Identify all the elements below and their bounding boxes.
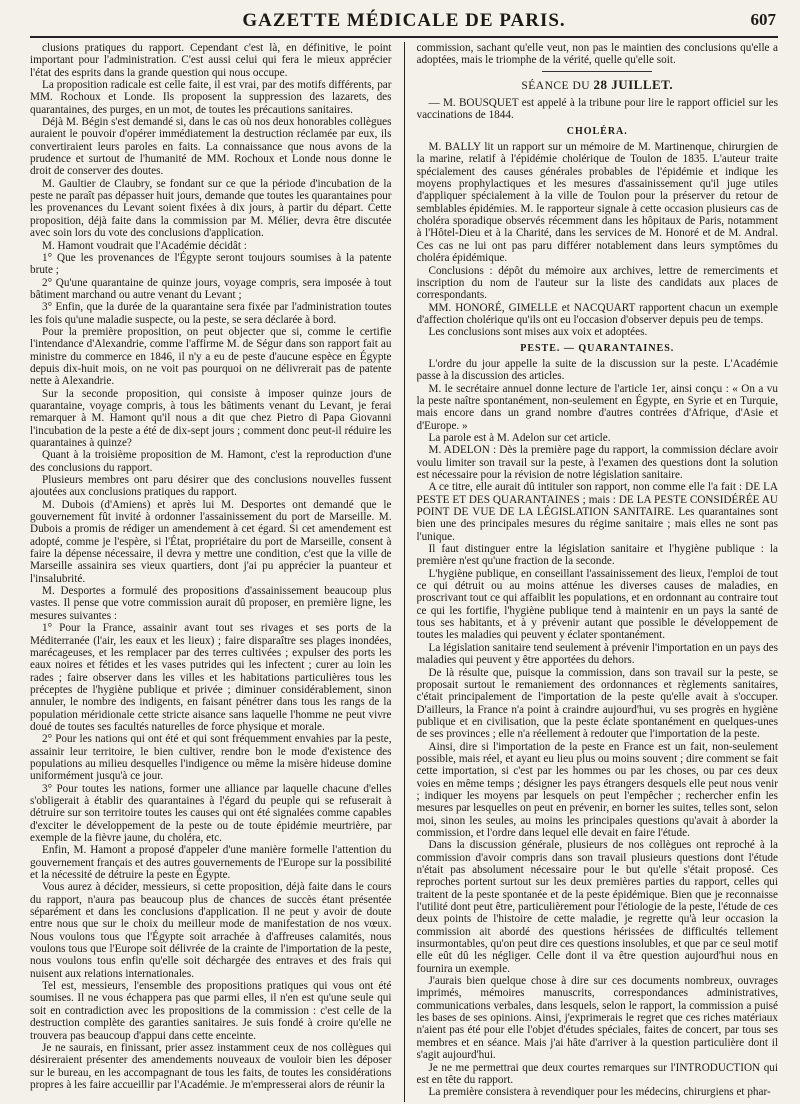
- paragraph: Pour la première proposition, on peut objecter que si, comme le certifie l'intendance d'Alexandrie, comme l'affirme M. de Ségur dans son rapport fait au ministre du commerce en 1846, il n'y a eu de peste d'aucune espèce en Égypte depuis dix-huit mois, on ne voit pas pourquoi on ne délivrerait pas de patente nette à Alexandrie.: [30, 325, 392, 388]
- left-column: [30, 42, 392, 1102]
- paragraph: A ce titre, elle aurait dû intituler son rapport, non comme elle l'a fait : DE LA PESTE ET DES QUARANTAINES ; mais : DE LA PESTE CONSIDÉRÉE AU POINT DE VUE DE LA LÉGISLATION SANITAIRE. Les quarantaines sont bien une des principales mesures du régime sanitaire ; mais elles ne sont pas l'unique.: [416, 481, 778, 543]
- paragraph: 2° Pour les nations qui ont été et qui sont fréquemment envahies par la peste, assainir leur territoire, le bien cultiver, rendre bon le mode d'existence des populations au milieu desquelles l'indigence ou même la misère hideuse domine uniformément jusqu'à ce jour.: [30, 733, 392, 783]
- paragraph: De là résulte que, puisque la commission, dans son travail sur la peste, se proposait surtout le remaniement des ordonnances et règlements sanitaires, c'était principalement de l'importation de la peste qu'elle avait à s'occuper. D'ailleurs, la France n'a point à craindre aujourd'hui, vu ses progrès en hygiène publique et en civilisation, que la peste éclate spontanément en quelques-unes de ses provinces ; elle n'a réellement à redouter que l'importation de la peste.: [416, 666, 778, 741]
- seance-prefix: SÉANCE DU: [521, 79, 591, 92]
- paragraph: Ainsi, dire si l'importation de la peste en France est un fait, non-seulement possible, mais réel, et ayant eu lieu plus ou moins souvent ; dire comment se fait cette importation, si c'est par les hommes ou par les choses, ou par ces deux voies en même temps ; désigner les pays étrangers desquels elle peut nous venir ; indiquer les moyens par lesquels on peut l'empêcher ; rechercher enfin les mesures par lesquelles on peut en prévenir, en borner les suites, telles sont, selon moi, sinon les seules, au moins les principales questions qu'avait à aborder la commission, et l'ordre dans lequel elle devait en faire l'étude.: [416, 740, 778, 839]
- paragraph: Quant à la troisième proposition de M. Hamont, c'est la reproduction d'une des conclusions du rapport.: [30, 449, 392, 474]
- paragraph: MM. HONORÉ, GIMELLE et NACQUART rapportent chacun un exemple d'affection cholérique qu'ils ont eu l'occasion d'observer depuis peu de temps.: [416, 301, 778, 326]
- paragraph: M. ADELON : Dès la première page du rapport, la commission déclare avoir voulu limiter son travail sur la peste, à l'examen des questions dont la solution est nécessaire pour la révision de notre législation sanitaire.: [416, 444, 778, 481]
- masthead: [30, 8, 778, 38]
- paragraph: Je ne saurais, en finissant, prier assez instamment ceux de nos collègues qui désireraient présenter des amendements nouveaux de vouloir bien les déposer sur le bureau, en les accompagnant de tous les faits, de toutes les considérations propres à les faire accueillir par l'Académie. Je m'empresserai alors de réunir la: [30, 1041, 392, 1091]
- paragraph: M. Dubois (d'Amiens) et après lui M. Desportes ont demandé que le gouvernement fût invité à ordonner l'assainissement du port de Marseille. M. Dubois a promis de rédiger un amendement à cet égard. Si cet amendement est adopté, comme je l'espère, si l'État, propriétaire du port de Marseille, consent à faire la dépense nécessaire, il devra y mettre une condition, c'est que la ville de Marseille assainira ses vieux quartiers, dont j'ai pu apprécier la puanteur et l'insalubrité.: [30, 498, 392, 585]
- paragraph: Je ne me permettrai que deux courtes remarques sur l'INTRODUCTION qui est en tête du rapport.: [416, 1061, 778, 1086]
- bousquet-paragraph: — M. BOUSQUET est appelé à la tribune pour lire le rapport officiel sur les vaccinations de 1844.: [416, 97, 778, 122]
- paragraph: M. le secrétaire annuel donne lecture de l'article 1er, ainsi conçu : « On a vu la peste naître spontanément, non-seulement en Égypte, en Syrie et en Turquie, mais encore dans un grand nombre d'autres contrées d'Afrique, d'Asie et d'Europe. »: [416, 382, 778, 432]
- paragraph: M. Hamont voudrait que l'Académie décidât :: [42, 239, 247, 252]
- paragraph: clusions pratiques du rapport. Cependant c'est là, en définitive, le point important pour l'administration. C'est aussi celui qui fera le mieux apprécier l'état des esprits dans la grande question qui nous occupe.: [30, 42, 392, 79]
- paragraph: Sur la seconde proposition, qui consiste à imposer quinze jours de quarantaine, voyage compris, à tous les bâtiments venant du Levant, je ferai remarquer à M. Hamont qu'il nous a dit que chez Pietro di Papa Giovanni l'incubation de la peste a été de dix-sept jours ; comment donc peut-il réduire les quarantaines à quinze?: [30, 387, 392, 449]
- paragraph: 1° Pour la France, assainir avant tout ses rivages et ses ports de la Méditerranée (l'air, les eaux et les lieux) ; faire disparaître ses plages inondées, marécageuses, et les remplacer par des terres cultivées ; expulser des ports les eaux noires et fétides et les vases putrides qui les infectent ; curer au loin les rades ; faire observer dans les villes et les habitations particulières tous les préceptes de l'hygiène publique et privée ; diminuer considérablement, sinon annuler, le nombre des indigents, en faisant pénétrer dans tous les rangs de la population méridionale cette stricte aisance sans laquelle l'homme ne peut vivre doué de toutes ses facultés naturelles de force physique et morale.: [30, 622, 392, 733]
- paragraph: M. BALLY lit un rapport sur un mémoire de M. Martinenque, chirurgien de la marine, relatif à l'épidémie cholérique de Toulon de 1835. L'auteur traite spécialement des causes générales probables de l'épidémie et indique les moyens prophylactiques et les mesures d'assainissement qu'il juge utiles d'appliquer spécialement à la ville de Toulon pour la préserver du retour de semblables épidémies. M. le rapporteur signale à cette occasion plusieurs cas de choléra sporadique observés récemment dans les hôpitaux de Paris, notamment à l'Hôtel-Dieu et à la Charité, dans les services de M. Honoré et de M. Andral. Ces cas ne lui ont pas paru différer notablement dans leurs symptômes du choléra épidémique.: [416, 141, 778, 265]
- paragraph: 3° Enfin, que la durée de la quarantaine sera fixée par l'administration toutes les fois qu'une maladie suspecte, ou la peste, se sera déclarée à bord.: [30, 301, 392, 326]
- separator-rule: [542, 71, 652, 72]
- paragraph: Conclusions : dépôt du mémoire aux archives, lettre de remerciments et inscription du nom de l'auteur sur la liste des candidats aux places de correspondants.: [416, 264, 778, 302]
- paragraph: Plusieurs membres ont paru désirer que des conclusions nouvelles fussent ajoutées aux conclusions pratiques du rapport.: [30, 474, 392, 499]
- journal-title: GAZETTE MÉDICALE DE PARIS.: [242, 10, 566, 31]
- paragraph: Déjà M. Bégin s'est demandé si, dans le cas où nos deux honorables collègues auraient le pouvoir d'opérer immédiatement la destruction réclamée par eux, ils convertiraient leurs paroles en faits. La connaissance que nous avons de la prudence et surtout de l'humanité de MM. Rochoux et Londe nous donne le droit de conserver des doutes.: [30, 116, 392, 178]
- paragraph: La proposition radicale est celle faite, il est vrai, par des motifs différents, par MM. Rochoux et Londe. Ils proposent la suppression des lazarets, des quarantaines, des purges, en un mot, de toutes les précautions sanitaires.: [30, 79, 392, 116]
- cholera-section: [417, 141, 779, 339]
- paragraph: Vous aurez à décider, messieurs, si cette proposition, déjà faite dans le cours du rapport, n'aura pas beaucoup plus de chances de succès étant présentée séparément et dans les conclusions d'application. Il ne peut y avoir de doute entre nous que sur le choix du meilleur mode de manifestation de nos vœux. Nous voulons tous que l'Égypte soit arrachée à d'affreuses calamités, nous voulons tous que l'Europe soit délivrée de la crainte de l'importation de la peste, nous voulons tous enfin qu'elle soit déchargée des entraves et des frais qui nuisent aux relations internationales.: [30, 881, 392, 980]
- paragraph: Tel est, messieurs, l'ensemble des propositions pratiques qui vous ont été soumises. Il ne vous échappera pas que parmi elles, il n'en est qu'une seule qui soit en contradiction avec les propositions de la commission : c'est celle de la destruction complète des garanties sanitaires. Je suis fondé à croire qu'elle ne trouvera pas beaucoup d'appui dans cette enceinte.: [30, 980, 392, 1042]
- paragraph: 1° Que les provenances de l'Égypte seront toujours soumises à la patente brute ;: [30, 251, 392, 277]
- peste-section: [417, 358, 779, 1099]
- continuation-paragraph: commission, sachant qu'elle veut, non pas le maintien des conclusions qu'elle a adoptées, mais le triomphe de la vérité, quelle qu'elle soit.: [416, 42, 778, 67]
- paragraph: J'aurais bien quelque chose à dire sur ces documents nombreux, ouvrages imprimés, mémoires manuscrits, correspondances administratives, communications verbales, dans lesquels, selon le rapport, la commission a puisé les bases de ses opinions. Ainsi, j'exprimerais le regret que ces riches matériaux n'aient pas été pour elle l'objet d'études spéciales, faites de concert, par tous ses membres et en séance. Mais j'ai hâte d'arriver à la question particulière dont il s'agit aujourd'hui.: [416, 975, 778, 1062]
- paragraph: Enfin, M. Hamont a proposé d'appeler d'une manière formelle l'attention du gouvernement français et des autres gouvernements de l'Europe sur la possibilité et la nécessité de détruire la peste en Égypte.: [30, 844, 392, 882]
- paragraph: 3° Pour toutes les nations, former une alliance par laquelle chacune d'elles s'obligerait à établir des quarantaines à l'égard du peuple qui se refuserait à détruire sur son territoire toutes les causes qui ont été signalées comme capables d'exciter le développement de la peste ou de toute épidémie meurtrière, par exemple de la fièvre jaune, du choléra, etc.: [30, 782, 392, 844]
- right-column: [417, 42, 779, 1102]
- paragraph: La première consistera à revendiquer pour les médecins, chirurgiens et phar-: [428, 1086, 771, 1099]
- paragraph: La législation sanitaire tend seulement à prévenir l'importation en un pays des maladies qui peuvent y être apportées du dehors.: [416, 641, 778, 667]
- paragraph: 2° Qu'une quarantaine de quinze jours, voyage compris, sera imposée à tout bâtiment marchand ou autre venant du Levant ;: [30, 276, 392, 301]
- paragraph: La parole est à M. Adelon sur cet article.: [428, 431, 611, 444]
- paragraph: M. Desportes a formulé des propositions d'assainissement beaucoup plus vastes. Il pense que votre commission aurait dû proposer, en première ligne, les mesures suivantes :: [30, 585, 392, 622]
- paragraph: L'hygiène publique, en conseillant l'assainissement des lieux, l'emploi de tout ce qui détruit ou au moins atténue les diverses causes de maladies, en proscrivant tout ce qui affaiblit les populations, et en ordonnant au contraire tout ce qui les fortifie, l'hygiène publique tend à maintenir en un pays la santé de tous ses habitants, et à y prévenir autant que possible le développement de toutes les maladies qui peuvent y éclater spontanément.: [416, 567, 778, 642]
- text-columns: [30, 42, 778, 1102]
- page-number: 607: [750, 10, 776, 29]
- cholera-heading: CHOLÉRA.: [566, 125, 628, 137]
- column-rule: [404, 42, 405, 1102]
- paragraph: Il faut distinguer entre la législation sanitaire et l'hygiène publique : la première n'est qu'une fraction de la seconde.: [416, 543, 778, 568]
- paragraph: Les conclusions sont mises aux voix et adoptées.: [428, 326, 648, 339]
- paragraph: M. Gaultier de Claubry, se fondant sur ce que la période d'incubation de la peste ne paraît pas dépasser huit jours, demande que toutes les quarantaines pour les provenances du Levant soient fixées à dix jours, à partir du départ. Cette proposition, déjà faite dans la commission par M. Mélier, devra être discutée avec soin lors du vote des conclusions d'application.: [30, 177, 392, 240]
- paragraph: L'ordre du jour appelle la suite de la discussion sur la peste. L'Académie passe à la discussion des articles.: [416, 357, 778, 383]
- paragraph: Dans la discussion générale, plusieurs de nos collègues ont reproché à la commission d'avoir compris dans son travail plusieurs questions dont l'étude n'était pas absolument nécessaire pour le but qu'elle s'était proposé. Ces reproches portent surtout sur les deux premières parties du rapport, celles qui traitent de la peste spontanée et de la peste épidémique. Bien que je reconnaisse l'utilité dont peut être, particulièrement pour l'étiologie de la peste, l'étude de ces deux points de l'histoire de cette maladie, je regrette qu'à leur occasion la commission ait abordé des questions hérissées de difficultés tellement insurmontables, qu'on peut dire ces questions insolubles, et que par ce seul motif elle eût dû les négliger. Celle dont il va être question aujourd'hui nous en fournira un exemple.: [416, 839, 778, 975]
- seance-heading: [417, 76, 779, 92]
- peste-heading: PESTE. — QUARANTAINES.: [520, 342, 675, 354]
- seance-date: 28 JUILLET.: [593, 76, 674, 92]
